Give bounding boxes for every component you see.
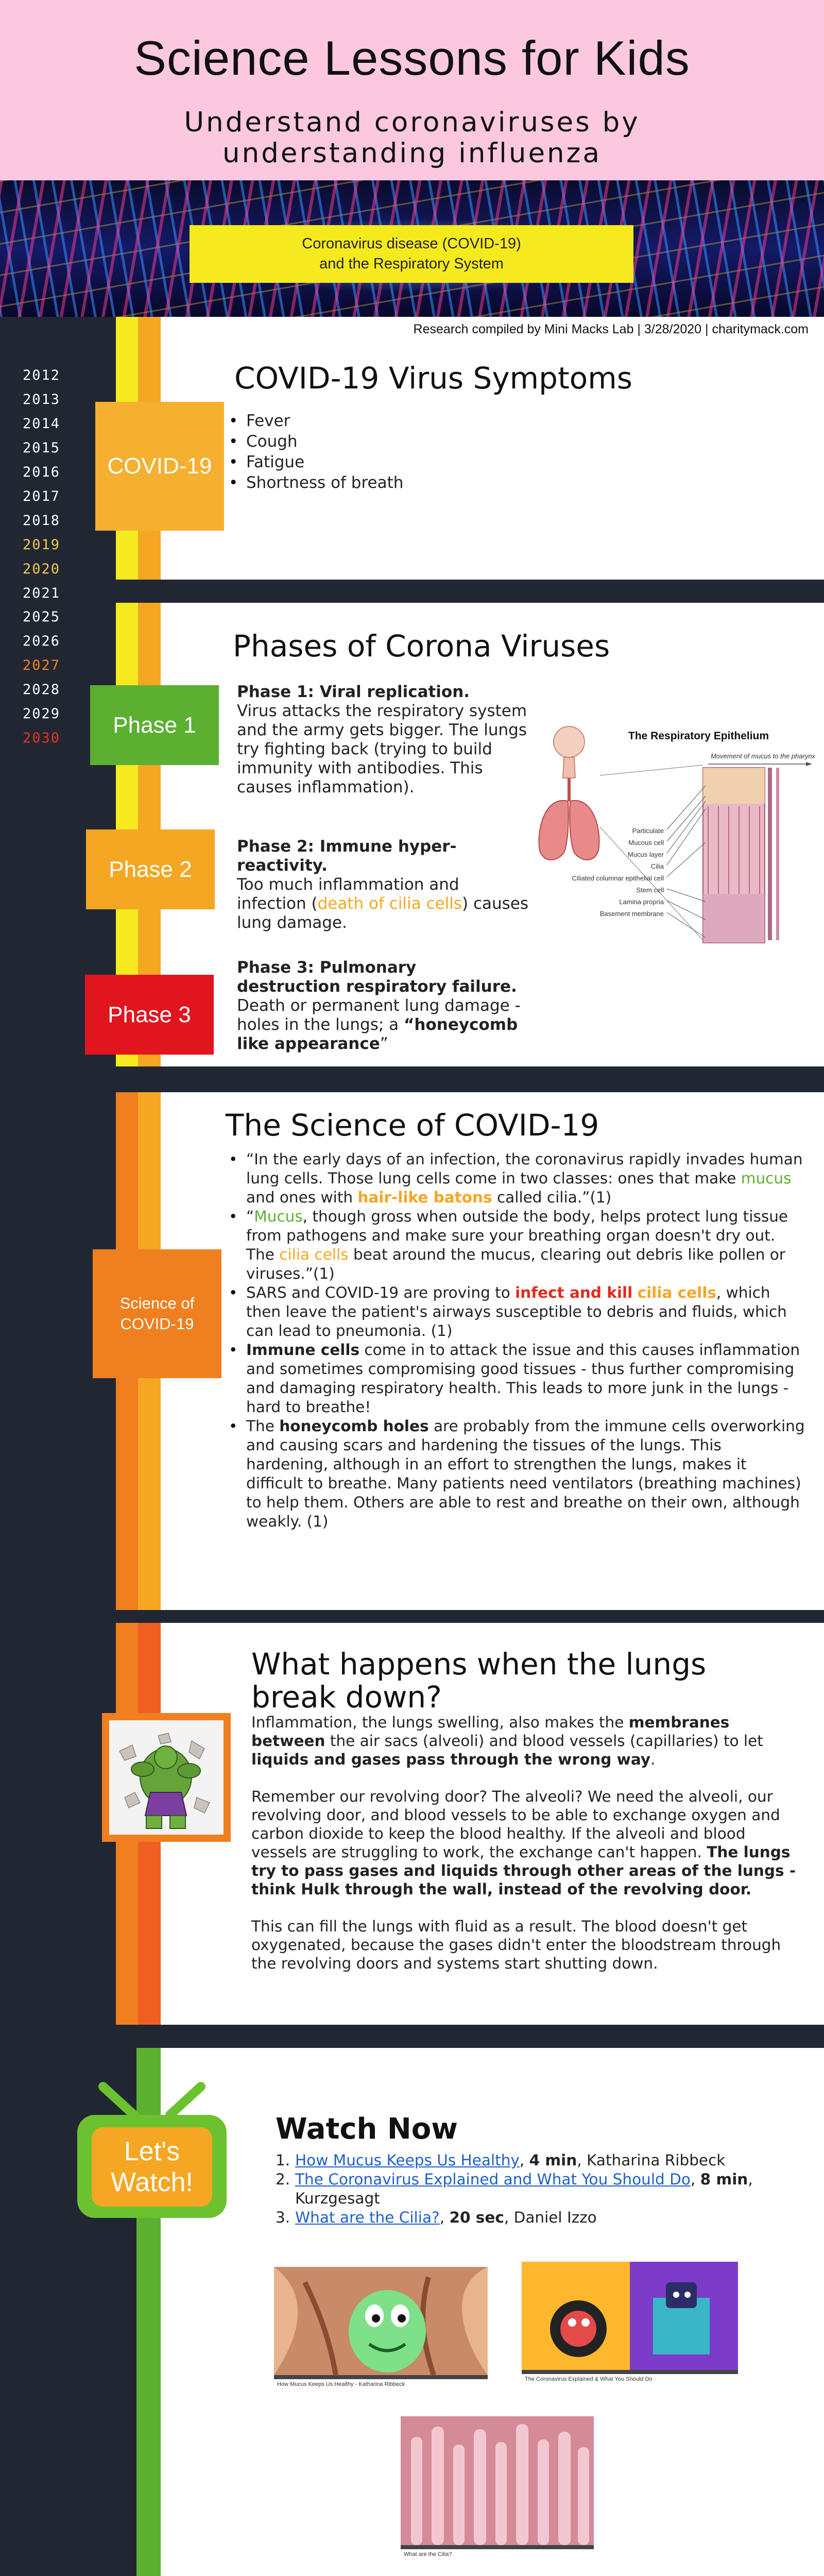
tv-icon (67, 2084, 237, 2228)
year-label: 2017 (23, 488, 61, 504)
thumbnail-caption: How Mucus Keeps Us Healthy - Katharina Ribbeck (277, 2381, 405, 2387)
diagram-label: Mucous cell (628, 839, 664, 846)
lungs-paragraph-2 (251, 1787, 802, 1899)
science-label-line-2: COVID-19 (120, 1315, 194, 1333)
lungs-paragraph-1 (251, 1713, 802, 1769)
hero-banner (0, 180, 824, 317)
text-run: SARS and COVID-19 are proving to (246, 1284, 516, 1301)
video-number: 3. (276, 2209, 290, 2226)
year-label: 2015 (23, 440, 61, 456)
phase-3-text-b: ” (380, 1035, 388, 1053)
symptoms-section (0, 317, 824, 603)
text-run: “In the early days of an infection, the coronavirus rapidly invades human lung cells. Those lung cells come in two classes: ones that make (246, 1150, 803, 1187)
lungs-body (251, 1713, 802, 1973)
respiratory-epithelium-diagram (528, 724, 816, 951)
science-bullet (227, 1150, 806, 1207)
video-number: 2. (276, 2171, 290, 2188)
year-label: 2028 (23, 682, 61, 698)
phase-1-heading: Phase 1: Viral replication. (237, 683, 470, 701)
year-label: 2030 (23, 730, 61, 746)
text-run: and ones with (246, 1189, 358, 1206)
year-label: 2019 (23, 537, 61, 553)
coronavirus-thumbnail-art (522, 2262, 738, 2370)
subtitle-line-1: Understand coronaviruses by (184, 107, 640, 138)
symptoms-list (227, 411, 403, 493)
science-bullet (227, 1417, 806, 1531)
text-run: . (650, 1751, 656, 1768)
bold-run: honeycomb holes (279, 1417, 429, 1435)
hulk-breaking-wall-illustration (109, 1720, 224, 1835)
text-run: Inflammation, the lungs swelling, also makes the (251, 1714, 629, 1731)
highlight-cilia-cells: cilia cells (279, 1246, 349, 1263)
hulk-image (109, 1720, 224, 1835)
text-run: Remember our revolving door? The alveoli? We need the alveoli, our revolving door, and blood vessels to be able to exchange oxygen and carbon dioxide to keep the blood healthy. If the alveoli and blood vessels are struggling to work, the exchange can't happen. (251, 1788, 780, 1861)
diagram-label: Cilia (650, 862, 664, 870)
phase-1-body: Virus attacks the respiratory system and the army gets bigger. The lungs try fighting back (trying to build immunity with antibodies. This causes inflammation). (237, 702, 527, 796)
video-thumbnail-mucus[interactable] (274, 2267, 488, 2393)
phase-3-text-a: Death or permanent lung damage - holes in the lungs; a (237, 996, 521, 1034)
video-list (276, 2151, 791, 2227)
phase-2-text (237, 837, 530, 933)
video-duration: 20 sec (449, 2209, 504, 2226)
highlight-infect-kill: infect and kill (515, 1284, 633, 1301)
video-duration: 4 min (529, 2151, 577, 2169)
text-run: come in to attack the issue and this causes inflammation and sometimes compromising good tissues - thus further compromising and damaging respiratory health. This leads to more junk in the lungs - hard to breathe! (246, 1341, 800, 1416)
bold-run: membranes between (251, 1714, 730, 1750)
tv-line-1: Let's (124, 2137, 180, 2166)
symptom-item: • Cough (227, 431, 403, 452)
lungs-section (0, 1623, 824, 2025)
year-label: 2021 (23, 585, 61, 601)
year-label: 2018 (23, 513, 61, 529)
text-run (632, 1284, 637, 1301)
text-run: beat around the mucus, clearing out debris like pollen or viruses.”(1) (246, 1246, 785, 1282)
cilia-thumbnail-art (401, 2416, 594, 2545)
diagram-label: Lamina propria (619, 898, 664, 906)
bold-run: liquids and gases pass through the wrong way (251, 1751, 651, 1768)
year-label: 2020 (23, 561, 61, 577)
watch-title: Watch Now (276, 2112, 458, 2146)
text-run: , which then leave the patient's airways susceptible to debris and fluids, which can lead to pneumonia. (1) (246, 1284, 787, 1340)
diagram-label: Mucus layer (627, 851, 664, 858)
video-thumbnail-coronavirus[interactable] (522, 2262, 738, 2388)
banner-title-box (190, 225, 633, 283)
symptoms-title: COVID-19 Virus Symptoms (234, 361, 632, 396)
hulk-image-frame (102, 1713, 231, 1842)
timeline-top (23, 363, 61, 601)
phase-2-text-a: Too much inflammation and infection ( (237, 875, 459, 913)
watch-section (0, 2048, 824, 2576)
phase-1-text (237, 683, 530, 797)
text-run: The (246, 1417, 280, 1435)
banner-line-1: Coronavirus disease (COVID-19) (302, 235, 521, 252)
highlight-hair-like-batons: hair-like batons (357, 1189, 492, 1206)
science-bullets (227, 1150, 806, 1531)
year-label: 2016 (23, 464, 61, 480)
science-bullet (227, 1207, 806, 1283)
phases-title: Phases of Corona Viruses (233, 629, 610, 664)
diagram-label: Stem cell (636, 886, 664, 894)
phase-1-label: Phase 1 (90, 685, 219, 765)
tv-screen-text (92, 2127, 212, 2207)
year-label: 2014 (23, 416, 61, 432)
video-link-mucus[interactable]: How Mucus Keeps Us Healthy (295, 2151, 520, 2169)
highlight-mucus: Mucus (254, 1208, 303, 1225)
phase-3-text (237, 958, 525, 1054)
phase-3-heading: Phase 3: Pulmonary destruction respiratory failure. (237, 958, 517, 996)
subtitle-line-2: understanding influenza (222, 137, 602, 169)
year-label: 2027 (23, 657, 61, 673)
year-label: 2025 (23, 609, 61, 625)
diagram-label: Ciliated columnar epithelial cell (572, 874, 664, 882)
science-label-line-1: Science of (119, 1294, 195, 1312)
video-item: 3. What are the Cilia?, 20 sec, Daniel Izzo (276, 2209, 597, 2226)
science-bullet (227, 1341, 806, 1417)
timeline-bottom (23, 605, 60, 750)
video-author: , Katharina Ribbeck (577, 2151, 726, 2169)
video-progress-bar[interactable] (274, 2375, 488, 2379)
diagram-labels (572, 825, 664, 920)
header (0, 0, 824, 180)
science-bullet (227, 1283, 806, 1341)
mucus-thumbnail-art (274, 2267, 488, 2375)
lungs-paragraph-3: This can fill the lungs with fluid as a result. The blood doesn't get oxygenated, because the gases didn't enter the bloodstream through the revolving doors and systems start shutting down. (251, 1918, 781, 1972)
symptom-item: • Fever (227, 411, 403, 431)
diagram-title: The Respiratory Epithelium (628, 730, 769, 742)
video-number: 1. (276, 2151, 290, 2169)
video-link-coronavirus[interactable]: The Coronavirus Explained and What You Should Do (295, 2171, 691, 2188)
covid-label-box: COVID-19 (95, 402, 224, 531)
phases-section (0, 603, 824, 1066)
bold-run: Immune cells (246, 1341, 360, 1359)
year-label: 2029 (23, 706, 61, 722)
video-thumbnail-cilia[interactable] (401, 2416, 594, 2563)
tv-line-2: Watch! (111, 2167, 193, 2197)
research-credit: Research compiled by Mini Macks Lab | 3/28/2020 | charitymack.com (413, 322, 809, 336)
science-title: The Science of COVID-19 (226, 1108, 599, 1143)
thumbnail-caption: The Coronavirus Explained & What You Should Do (525, 2376, 653, 2382)
phase-2-heading: Phase 2: Immune hyper-reactivity. (237, 837, 457, 875)
bold-run: The lungs try to pass gases and liquids through other areas of the lungs - think Hulk through the wall, instead of the revolving door. (251, 1843, 796, 1898)
diagram-arrow-label: Movement of mucus to the pharynx (711, 752, 816, 760)
highlight-cilia-cells: cilia cells (637, 1284, 716, 1301)
video-duration: 8 min (700, 2171, 748, 2188)
science-section (0, 1092, 824, 1610)
banner-line-2: and the Respiratory System (319, 256, 504, 272)
page-subtitle (0, 107, 824, 169)
text-run: the air sacs (alveoli) and blood vessels (capillaries) to let (325, 1732, 763, 1750)
text-run: , though gross when outside the body, helps protect lung tissue from pathogens and make sure your breathing organ doesn't dry out. The (246, 1208, 788, 1263)
phase-3-body (237, 996, 525, 1054)
video-progress-bar[interactable] (522, 2370, 738, 2374)
video-author: , Kurzgesagt (295, 2171, 753, 2207)
science-label-box (93, 1249, 221, 1378)
year-label: 2013 (23, 392, 61, 408)
diagram-label: Particulate (632, 827, 664, 835)
lungs-title: What happens when the lungs break down? (251, 1647, 707, 1715)
phase-2-text-b: ) causes lung damage. (237, 894, 529, 932)
phase-3-label: Phase 3 (85, 975, 214, 1055)
text-run: “ (246, 1208, 254, 1225)
symptom-item: • Shortness of breath (227, 472, 403, 493)
year-label: 2026 (23, 633, 61, 649)
text-run: called cilia.”(1) (492, 1189, 612, 1206)
year-label: 2012 (23, 367, 61, 383)
video-progress-bar[interactable] (401, 2545, 594, 2549)
video-item: 2. The Coronavirus Explained and What You Should Do, 8 min, Kurzgesagt (276, 2171, 753, 2207)
phase-2-highlight: death of cilia cells (317, 894, 462, 913)
diagram-label: Basement membrane (599, 910, 664, 918)
video-item: 1. How Mucus Keeps Us Healthy, 4 min, Katharina Ribbeck (276, 2151, 726, 2169)
video-author: , Daniel Izzo (504, 2209, 597, 2226)
highlight-mucus: mucus (741, 1170, 792, 1187)
phase-2-body (237, 875, 530, 933)
page-title: Science Lessons for Kids (134, 31, 690, 85)
phase-2-label: Phase 2 (86, 829, 215, 909)
text-run: are probably from the immune cells overworking and causing scars and hardening the tissues of the lungs. This hardening, although in an effort to strengthen the lungs, makes it difficult to breathe. Many patients need ventilators (breathing machines) to help them. Others are able to rest and breathe on their own, although weakly. (1) (246, 1417, 805, 1530)
symptom-item: • Fatigue (227, 452, 403, 472)
video-link-cilia[interactable]: What are the Cilia? (295, 2209, 440, 2226)
thumbnail-caption: What are the Cilia? (404, 2551, 452, 2557)
phase-3-bold: “honeycomb like appearance (237, 1015, 518, 1053)
